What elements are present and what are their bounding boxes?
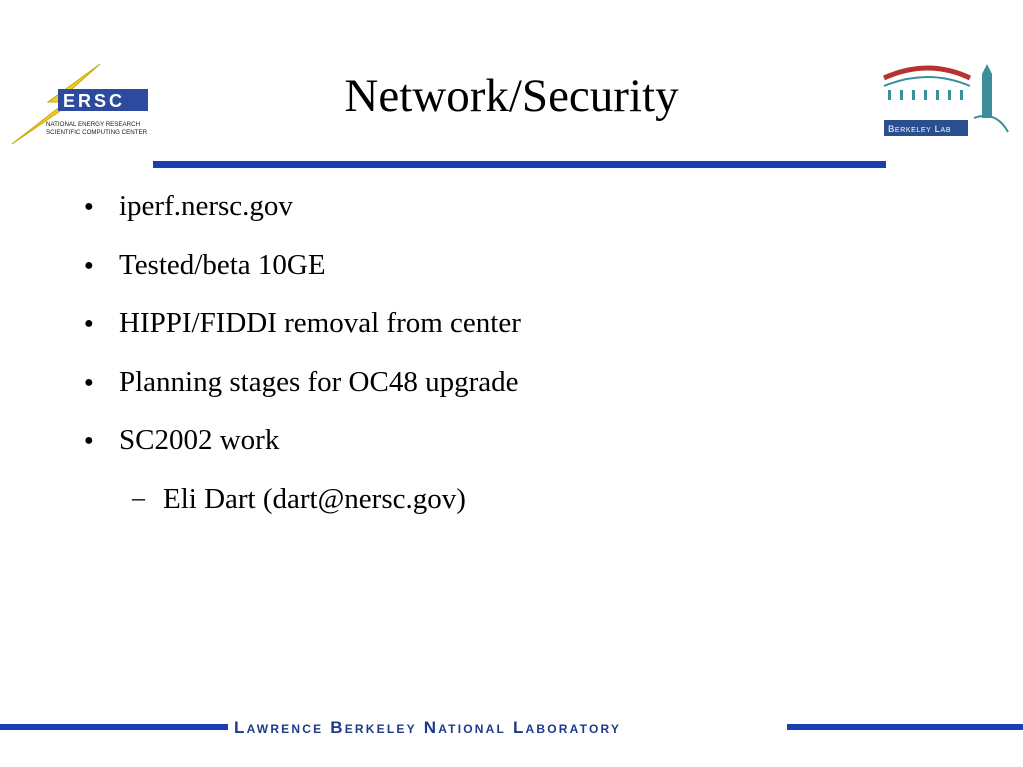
- svg-text:Berkeley Lab: Berkeley Lab: [888, 124, 952, 135]
- bullet-text: iperf.nersc.gov: [119, 190, 293, 222]
- slide-title: Network/Security: [344, 70, 679, 122]
- title-divider: [153, 161, 886, 168]
- svg-text:ERSC: ERSC: [63, 91, 126, 111]
- sub-bullet-text: Eli Dart (dart@nersc.gov): [163, 482, 466, 515]
- bullet-marker: ●: [84, 432, 94, 449]
- bullet-marker: ●: [84, 315, 94, 332]
- dash-marker: –: [132, 482, 145, 512]
- bullet-text: Tested/beta 10GE: [119, 248, 326, 281]
- bullet-marker: ●: [84, 256, 94, 274]
- footer-lab-name: Lawrence Berkeley National Laboratory: [234, 718, 622, 737]
- bullet-marker: ●: [84, 198, 94, 215]
- bullet-text: HIPPI/FIDDI removal from center: [119, 307, 521, 339]
- footer-rule-right: [787, 724, 1023, 730]
- footer-rule-left: [0, 724, 228, 730]
- bullet-marker: ●: [84, 373, 94, 391]
- svg-text:NATIONAL ENERGY RESEARCH: NATIONAL ENERGY RESEARCH: [46, 121, 141, 128]
- berkeley-lab-logo: [878, 60, 1014, 142]
- svg-text:SCIENTIFIC COMPUTING CENTER: SCIENTIFIC COMPUTING CENTER: [46, 129, 148, 136]
- bullet-text: Planning stages for OC48 upgrade: [119, 365, 519, 398]
- bullet-text: SC2002 work: [119, 424, 280, 456]
